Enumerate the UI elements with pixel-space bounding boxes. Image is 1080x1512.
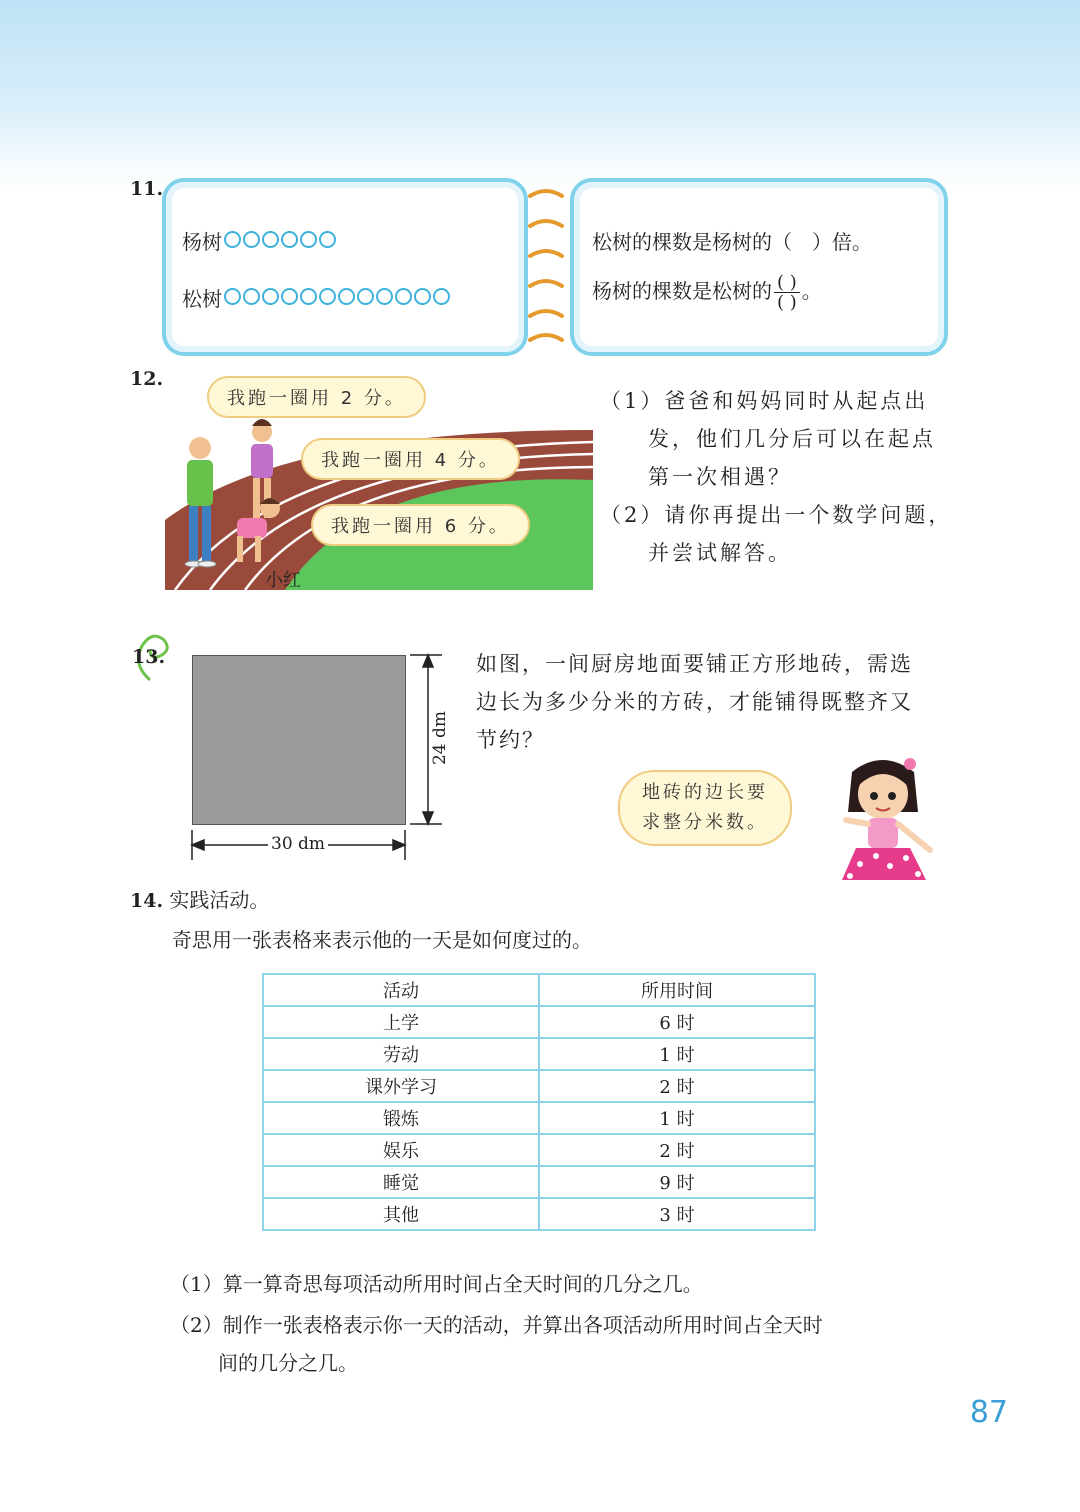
poplar-label: 杨树 (182, 230, 222, 254)
time-cell: 1 时 (539, 1102, 815, 1134)
girl-helper-icon (826, 752, 946, 892)
q14-task-2-line-1: （2）制作一张表格表示你一天的活动，并算出各项活动所用时间占全天时 (170, 1313, 823, 1337)
q14-task-2-line-2: 间的几分之几。 (218, 1351, 358, 1375)
tree-circle-icon (262, 231, 279, 248)
table-row (263, 1166, 815, 1198)
q13-line-2: 边长为多少分米的方砖，才能铺得既整齐又 (476, 690, 913, 714)
table-row (263, 1198, 815, 1230)
q11-statement-2 (592, 273, 822, 312)
tree-circle-icon (224, 231, 241, 248)
activity-cell: 课外学习 (263, 1070, 539, 1102)
tree-circle-icon (243, 231, 260, 248)
table-row (263, 1070, 815, 1102)
table-row (263, 1134, 815, 1166)
pine-label: 松树 (182, 287, 222, 311)
tree-circle-icon (376, 288, 393, 305)
notebook-left-page (162, 178, 528, 356)
q13-number: 13. (132, 646, 166, 668)
tree-circle-icon (338, 288, 355, 305)
q12-part-1 (600, 382, 936, 496)
tree-circle-icon (281, 231, 298, 248)
q12-part-1-line-3: 第一次相遇？ (648, 465, 792, 489)
time-cell: 3 时 (539, 1198, 815, 1230)
activity-cell: 上学 (263, 1006, 539, 1038)
tree-circle-icon (357, 288, 374, 305)
activity-cell: 睡觉 (263, 1166, 539, 1198)
table-row (263, 1006, 815, 1038)
girl-name-label: 小红 (265, 570, 301, 590)
tree-circle-icon (300, 288, 317, 305)
tree-circle-icon (319, 288, 336, 305)
fraction-denominator-blank: ( ) (777, 292, 797, 313)
q11-number: 11. (130, 178, 164, 200)
column-header-activity: 活动 (263, 974, 539, 1006)
q14-task-1: （1）算一算奇思每项活动所用时间占全天时间的几分之几。 (170, 1272, 703, 1296)
q14-heading (130, 884, 269, 913)
tree-circle-icon (224, 288, 241, 305)
page-number: 87 (969, 1395, 1008, 1430)
q11-statement-2-suffix: 。 (801, 279, 822, 303)
q14-intro: 奇思用一张表格来表示他的一天是如何度过的。 (172, 928, 592, 952)
q12-number: 12. (130, 368, 164, 390)
q13-question (476, 645, 913, 759)
width-dimension-label: 30 dm (268, 834, 328, 854)
time-cell: 6 时 (539, 1006, 815, 1038)
tree-circle-icon (300, 231, 317, 248)
bubble-father: 我跑一圈用 2 分。 (207, 376, 426, 418)
page-header-gradient (0, 0, 1080, 190)
tree-circle-icon (243, 288, 260, 305)
height-dimension-label: 24 dm (430, 708, 450, 768)
activity-cell: 劳动 (263, 1038, 539, 1070)
tree-circle-icon (433, 288, 450, 305)
poplar-circles (224, 229, 338, 253)
q11-statement-1: 松树的棵数是杨树的（ ）倍。 (592, 230, 872, 254)
q12-part-2-line-2: 并尝试解答。 (648, 541, 792, 565)
tree-circle-icon (281, 288, 298, 305)
q13-line-3: 节约？ (476, 728, 545, 752)
pine-circles (224, 286, 452, 310)
notebook-spiral-icon (522, 182, 570, 352)
q14-task-2 (170, 1306, 823, 1382)
activity-cell: 娱乐 (263, 1134, 539, 1166)
answer-fraction (774, 273, 800, 312)
q12-part-1-line-2: 发，他们几分后可以在起点 (648, 427, 936, 451)
tree-circle-icon (319, 231, 336, 248)
time-cell: 9 时 (539, 1166, 815, 1198)
table-header-row (263, 974, 815, 1006)
hint-line-1: 地砖的边长要 (642, 782, 768, 803)
q11-statement-2-prefix: 杨树的棵数是松树的 (592, 279, 772, 303)
tree-circle-icon (414, 288, 431, 305)
dimension-lines (186, 648, 446, 863)
pine-row (182, 283, 452, 312)
running-track-illustration (165, 370, 593, 590)
hint-bubble (618, 770, 792, 846)
q12-part-2 (600, 496, 952, 572)
tree-circle-icon (262, 288, 279, 305)
time-cell: 1 时 (539, 1038, 815, 1070)
q12-part-1-line-1: （1）爸爸和妈妈同时从起点出 (600, 389, 929, 413)
q14-title: 实践活动。 (169, 888, 270, 912)
tree-circle-icon (395, 288, 412, 305)
time-cell: 2 时 (539, 1070, 815, 1102)
activity-cell: 锻炼 (263, 1102, 539, 1134)
q13-line-1: 如图，一间厨房地面要铺正方形地砖，需选 (476, 652, 913, 676)
activity-time-table (262, 973, 816, 1231)
hint-line-2: 求整分米数。 (642, 812, 768, 833)
notebook-right-page (570, 178, 948, 356)
time-cell: 2 时 (539, 1134, 815, 1166)
q14-number: 14. (130, 890, 164, 912)
table-row (263, 1102, 815, 1134)
table-row (263, 1038, 815, 1070)
poplar-row (182, 226, 338, 255)
bubble-mother: 我跑一圈用 4 分。 (301, 438, 520, 480)
bubble-girl: 我跑一圈用 6 分。 (311, 504, 530, 546)
q12-part-2-line-1: （2）请你再提出一个数学问题， (600, 503, 953, 527)
column-header-time: 所用时间 (539, 974, 815, 1006)
fraction-numerator-blank: ( ) (774, 273, 800, 293)
activity-cell: 其他 (263, 1198, 539, 1230)
